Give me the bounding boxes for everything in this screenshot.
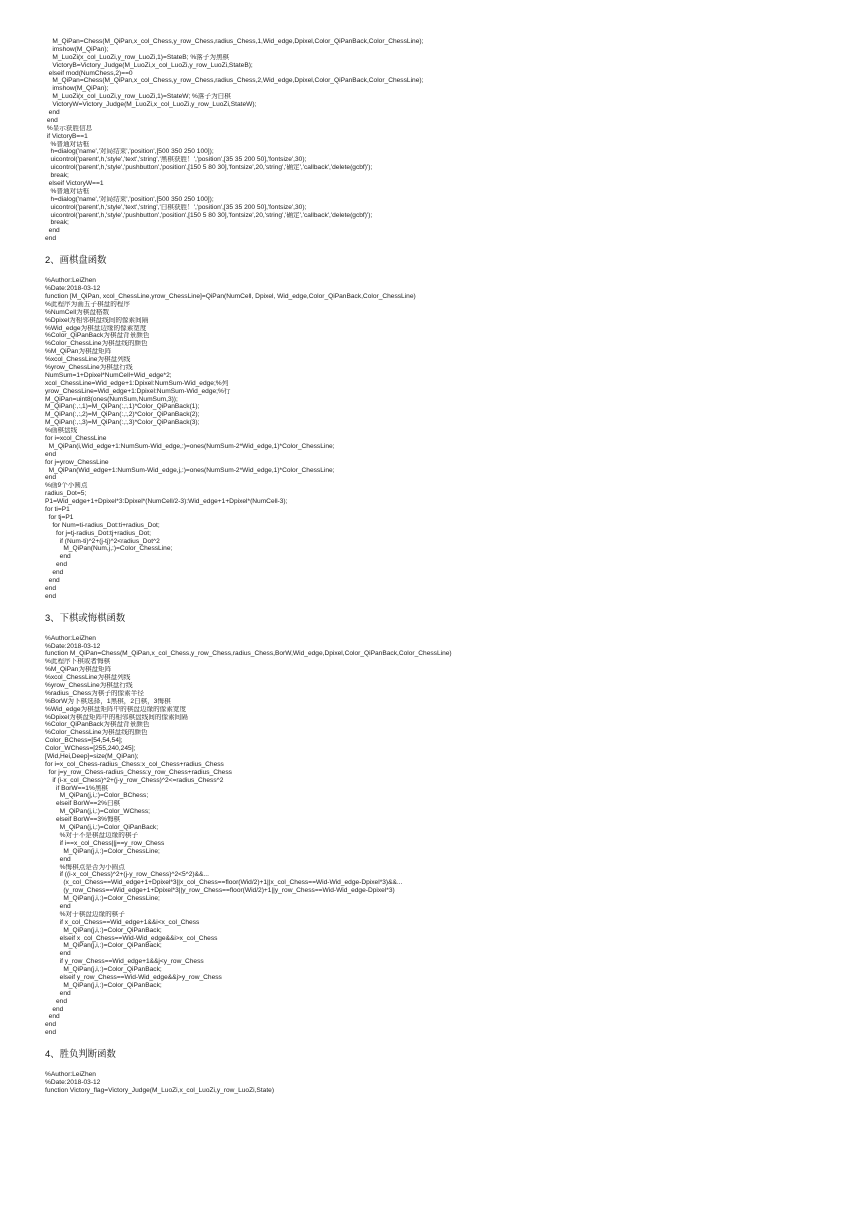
code-block — [0, 277, 868, 601]
section-heading: 4、胜负判断函数 — [45, 1048, 116, 1060]
code-line: %Author:LeiZhen — [45, 277, 96, 285]
code-line: radius_Dot=5; — [45, 490, 87, 498]
code-line: uicontrol('parent',h,'style','pushbutton','position',[150 5 80 30],'fontsize',20,'string','确定','callback','delete(gcbf)'); — [45, 211, 373, 219]
code-line: %Color_ChessLine为棋盘线的颜色 — [45, 729, 148, 737]
code-line: if y_row_Chess==Wid_edge+1&&j<y_row_Chess — [45, 958, 204, 966]
code-line: elseif VictoryW==1 — [45, 180, 104, 188]
code-line: %普通对话框 — [45, 140, 90, 148]
code-line: elseif BorW==2%白棋 — [45, 800, 121, 808]
code-line: %Wid_edge为棋盘矩阵中的棋盘边缘的像素宽度 — [45, 705, 187, 713]
code-line: %画棋盘线 — [45, 427, 78, 435]
code-line: xcol_ChessLine=Wid_edge+1:Dpixel:NumSum-Wid_edge;%列 — [45, 379, 229, 387]
code-line: %Author:LeiZhen — [45, 1071, 96, 1079]
code-line: M_QiPan(:,:,1)=M_QiPan(:,:,1)*Color_QiPanBack(1); — [45, 403, 200, 411]
code-line: for ti=P1 — [45, 505, 70, 513]
code-line: h=dialog('name','对局结束','position',[500 350 250 100]); — [45, 148, 214, 156]
code-line: [Wid,Hei,Deep]=size(M_QiPan); — [45, 753, 139, 761]
code-line: NumSum=1+Dpixel*NumCell+Wid_edge*2; — [45, 371, 172, 379]
code-line: M_QiPan(j,i,:)=Color_QiPanBack; — [45, 926, 162, 934]
code-line: break; — [45, 172, 69, 180]
code-line: end — [45, 1021, 57, 1029]
code-line: VictoryW=Victory_Judge(M_LuoZi,x_col_LuoZi,y_row_LuoZi,StateW); — [45, 101, 257, 109]
code-line: end — [45, 997, 67, 1005]
code-line: %Date:2018-03-12 — [45, 285, 101, 293]
code-line: %画9个小圆点 — [45, 482, 88, 490]
code-line: %radius_Chess为棋子的像素半径 — [45, 689, 144, 697]
code-line: if VictoryB==1 — [45, 132, 88, 140]
code-line: imshow(M_QiPan); — [45, 85, 109, 93]
code-line: M_QiPan(j,i,:)=Color_QiPanBack; — [45, 824, 159, 832]
code-line: end — [45, 450, 57, 458]
code-line: for Num=ti-radius_Dot:ti+radius_Dot; — [45, 521, 160, 529]
code-line: for i=x_col_Chess-radius_Chess:x_col_Chess+radius_Chess — [45, 760, 224, 768]
code-line: function Victory_flag=Victory_Judge(M_LuoZi,x_col_LuoZi,y_row_LuoZi,State) — [45, 1086, 275, 1094]
code-line: %yrow_ChessLine为棋盘行线 — [45, 682, 133, 690]
code-line: for tj=P1 — [45, 513, 74, 521]
code-line: end — [45, 592, 57, 600]
code-line: if (Num-ti)^2+(j-tj)^2<radius_Dot^2 — [45, 537, 160, 545]
code-line: end — [45, 569, 64, 577]
code-line: P1=Wid_edge+1+Dpixel*3:Dpixel*(NumCell/2-3):Wid_edge+1+Dpixel*(NumCell-3); — [45, 498, 288, 506]
code-line: elseif mod(NumChess,2)==0 — [45, 69, 133, 77]
code-line: M_QiPan=Chess(M_QiPan,x_col_Chess,y_row_Chess,radius_Chess,2,Wid_edge,Dpixel,Color_QiPanBack,Color_ChessLine); — [45, 77, 424, 85]
code-line: %此程序下棋或者悔棋 — [45, 658, 111, 666]
code-line: %悔棋点是否为小圆点 — [45, 863, 125, 871]
code-line: if ((i-x_col_Chess)^2+(j-y_row_Chess)^2<5^2)&&... — [45, 871, 209, 879]
code-line: %Color_QiPanBack为棋盘背景颜色 — [45, 332, 150, 340]
code-line: for j=yrow_ChessLine — [45, 458, 109, 466]
code-line: elseif y_row_Chess==Wid-Wid_edge&&j>y_row_Chess — [45, 973, 222, 981]
code-line: end — [45, 474, 57, 482]
code-line: end — [45, 553, 71, 561]
code-line: M_QiPan(j,i,:)=Color_BChess; — [45, 792, 149, 800]
code-line: for j=y_row_Chess-radius_Chess:y_row_Chess+radius_Chess — [45, 768, 232, 776]
code-line: end — [45, 584, 57, 592]
code-line: %Color_QiPanBack为棋盘背景颜色 — [45, 721, 150, 729]
code-line: M_QiPan(:,:,3)=M_QiPan(:,:,3)*Color_QiPanBack(3); — [45, 419, 200, 427]
code-line: %Wid_edge为棋盘边缘的像素宽度 — [45, 324, 147, 332]
code-line: (y_row_Chess==Wid_edge+1+Dpixel*3||y_row_Chess==floor(Wid/2)+1||y_row_Chess==Wid-Wid_edge-Dpixel*3) — [45, 887, 395, 895]
code-line: for j=tj-radius_Dot:tj+radius_Dot; — [45, 529, 151, 537]
code-line: end — [45, 855, 71, 863]
code-line: VictoryB=Victory_Judge(M_LuoZi,x_col_LuoZi,y_row_LuoZi,StateB); — [45, 61, 253, 69]
code-line: M_QiPan(Num,j,:)=Color_ChessLine; — [45, 545, 173, 553]
code-line: end — [45, 1005, 64, 1013]
code-line: %Dpixel为棋盘矩阵中的相邻棋盘线间的像素间隔 — [45, 713, 188, 721]
code-line: end — [45, 1029, 57, 1037]
code-line: Color_WChess=[255,240,245]; — [45, 745, 136, 753]
code-line: M_QiPan=Chess(M_QiPan,x_col_Chess,y_row_Chess,radius_Chess,1,Wid_edge,Dpixel,Color_QiPanBack,Color_ChessLine); — [45, 38, 424, 45]
code-line: end — [45, 902, 71, 910]
code-line: imshow(M_QiPan); — [45, 45, 109, 53]
code-line: function M_QiPan=Chess(M_QiPan,x_col_Chess,y_row_Chess,radius_Chess,BorW,Wid_edge,Dpixel,Color_QiPanBack,Color_ChessLine) — [45, 650, 452, 658]
code-line: %xcol_ChessLine为棋盘列线 — [45, 356, 131, 364]
code-line: %Date:2018-03-12 — [45, 642, 101, 650]
code-line: M_QiPan(j,i,:)=Color_QiPanBack; — [45, 942, 162, 950]
code-line: %此程序为画五子棋盘的程序 — [45, 300, 130, 308]
code-line: M_QiPan(i,Wid_edge+1:NumSum-Wid_edge,:)=ones(NumSum-2*Wid_edge,1)*Color_ChessLine; — [45, 442, 335, 450]
code-line: M_QiPan(:,:,2)=M_QiPan(:,:,2)*Color_QiPanBack(2); — [45, 411, 200, 419]
code-line: if i==x_col_Chess||j==y_row_Chess — [45, 839, 165, 847]
code-block — [0, 1071, 868, 1095]
document-sections — [0, 254, 868, 1095]
code-line: %对于棋盘边缘的棋子 — [45, 910, 125, 918]
code-line: if BorW==1%黑棋 — [45, 784, 109, 792]
code-line: elseif x_col_Chess==Wid-Wid_edge&&i>x_col_Chess — [45, 934, 218, 942]
code-line: %对于不是棋盘边缘的棋子 — [45, 831, 139, 839]
code-line: %M_QiPan为棋盘矩阵 — [45, 666, 112, 674]
code-line: if (i-x_col_Chess)^2+(j-y_row_Chess)^2<=radius_Chess^2 — [45, 776, 224, 784]
code-line: %Author:LeiZhen — [45, 634, 96, 642]
code-line: %M_QiPan为棋盘矩阵 — [45, 348, 112, 356]
code-line: end — [45, 950, 71, 958]
document-page — [0, 38, 868, 1095]
code-line: %Dpixel为相邻棋盘线间的像素间隔 — [45, 316, 149, 324]
code-line: M_QiPan(j,i,:)=Color_ChessLine; — [45, 895, 160, 903]
code-line: for i=xcol_ChessLine — [45, 434, 107, 442]
code-line: end — [45, 1013, 60, 1021]
code-line: if x_col_Chess==Wid_edge+1&&i<x_col_Chess — [45, 918, 200, 926]
code-line: uicontrol('parent',h,'style','text','string','黑棋获胜！','position',[35 35 200 50],'fontsize',30); — [45, 156, 307, 164]
code-line: h=dialog('name','对局结束','position',[500 350 250 100]); — [45, 195, 214, 203]
section-heading: 2、画棋盘函数 — [45, 254, 107, 266]
code-line: end — [45, 235, 57, 243]
code-line: end — [45, 227, 60, 235]
code-line: end — [45, 116, 58, 124]
code-line: %yrow_ChessLine为棋盘行线 — [45, 363, 133, 371]
code-line: end — [45, 989, 71, 997]
code-line: M_QiPan(j,i,:)=Color_WChess; — [45, 808, 150, 816]
code-line: function [M_QiPan, xcol_ChessLine,yrow_ChessLine]=QiPan(NumCell, Dpixel, Wid_edge,Color_QiPanBack,Color_ChessLine) — [45, 292, 416, 300]
code-line: M_QiPan=uint8(ones(NumSum,NumSum,3)); — [45, 395, 178, 403]
code-line: M_QiPan(j,i,:)=Color_QiPanBack; — [45, 981, 162, 989]
code-line: %NumCell为棋盘格数 — [45, 308, 110, 316]
code-line: %xcol_ChessLine为棋盘列线 — [45, 674, 131, 682]
code-line: M_LuoZi(x_col_LuoZi,y_row_LuoZi,1)=StateW; %落子为白棋 — [45, 93, 231, 101]
code-line: M_QiPan(j,i,:)=Color_QiPanBack; — [45, 966, 162, 974]
code-line: yrow_ChessLine=Wid_edge+1:Dpixel:NumSum-Wid_edge;%行 — [45, 387, 231, 395]
code-line: Color_BChess=[54,54,54]; — [45, 737, 123, 745]
code-line: end — [45, 109, 60, 117]
code-line: end — [45, 577, 60, 584]
code-line: uicontrol('parent',h,'style','text','string','白棋获胜！','position',[35 35 200 50],'fontsize',30); — [45, 203, 307, 211]
code-line: end — [45, 561, 67, 569]
code-line: M_QiPan(Wid_edge+1:NumSum-Wid_edge,j,:)=ones(NumSum-2*Wid_edge,1)*Color_ChessLine; — [45, 466, 335, 474]
code-line: break; — [45, 219, 69, 227]
section-heading: 3、下棋或悔棋函数 — [45, 611, 126, 623]
code-line: M_LuoZi(x_col_LuoZi,y_row_LuoZi,1)=StateB; %落子为黑棋 — [45, 53, 230, 61]
code-block — [0, 635, 868, 1037]
code-line: %Date:2018-03-12 — [45, 1078, 101, 1086]
code-line: elseif BorW==3%悔棋 — [45, 816, 121, 824]
code-line: uicontrol('parent',h,'style','pushbutton','position',[150 5 80 30],'fontsize',20,'string','确定','callback','delete(gcbf)'); — [45, 164, 373, 172]
code-line: M_QiPan(j,i,:)=Color_ChessLine; — [45, 847, 160, 855]
code-line: (x_col_Chess==Wid_edge+1+Dpixel*3||x_col_Chess==floor(Wid/2)+1||x_col_Chess==Wid-Wid_edge-Dpixel*3)&&... — [45, 879, 403, 887]
code-block-main-loop — [0, 38, 868, 243]
code-line: %Color_ChessLine为棋盘线的颜色 — [45, 340, 148, 348]
code-line: %BorW为下棋选择，1黑棋，2白棋，3悔棋 — [45, 697, 171, 705]
code-line: %显示获胜信息 — [45, 124, 93, 132]
code-line: %普通对话框 — [45, 187, 90, 195]
